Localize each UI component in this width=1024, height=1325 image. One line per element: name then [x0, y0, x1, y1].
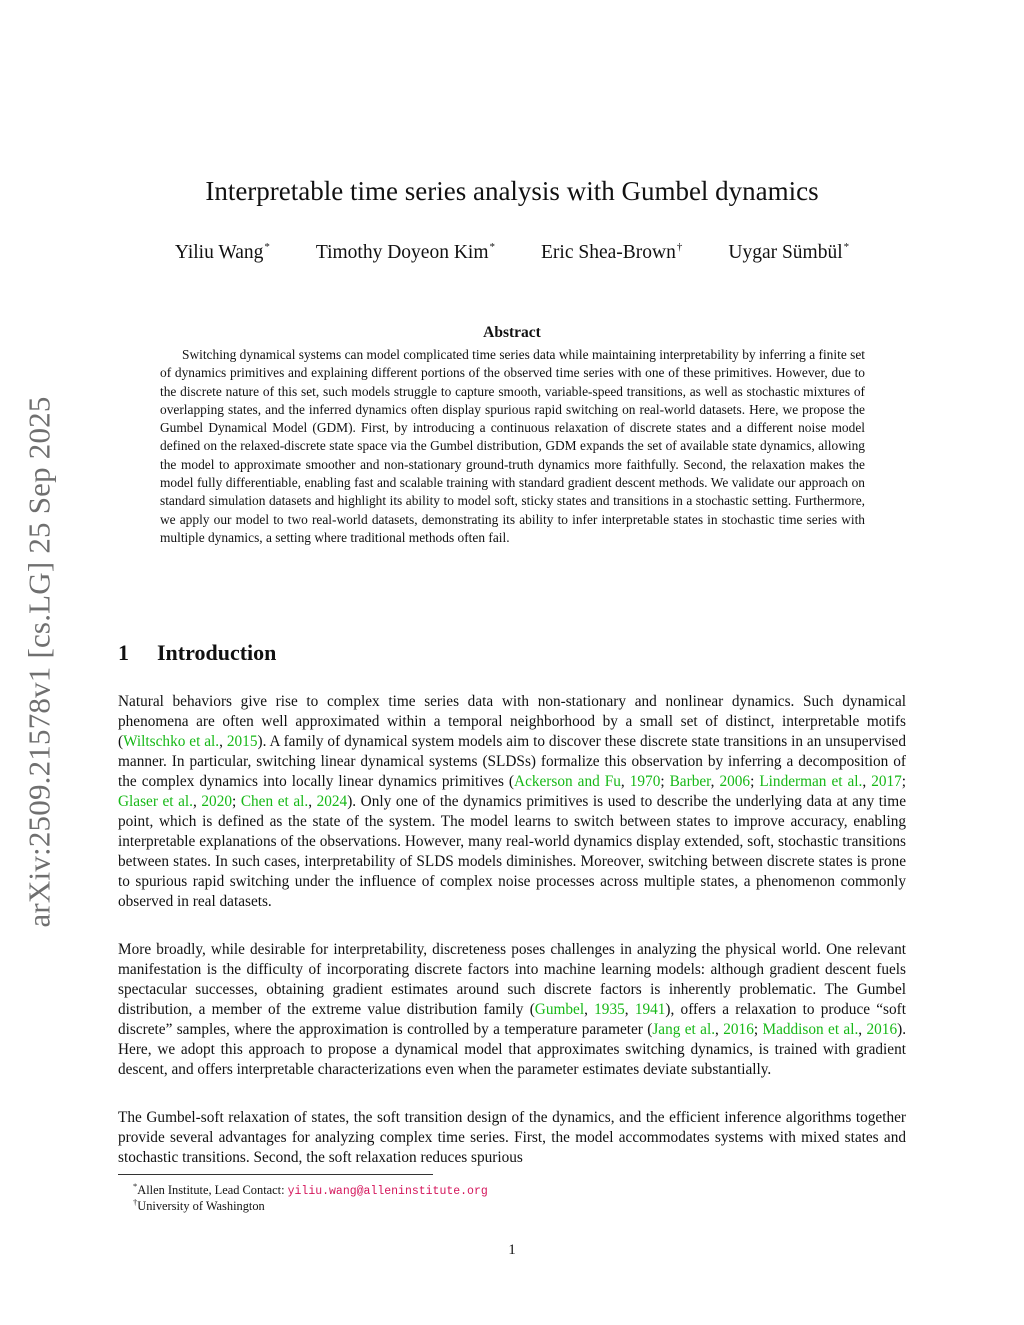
citation-link[interactable]: 1970	[629, 772, 661, 790]
citation-link[interactable]: Chen et al.	[240, 792, 309, 810]
author-2	[316, 241, 495, 264]
author-affiliation-mark: *	[843, 241, 850, 253]
citation-link[interactable]: Maddison et al.	[762, 1020, 859, 1038]
citation-separator: ;	[901, 772, 907, 790]
citation-link[interactable]: Glaser et al.	[118, 792, 193, 810]
section-number: 1	[118, 640, 129, 665]
author-1	[175, 241, 270, 264]
citation-separator: ,	[192, 792, 202, 810]
paragraph-text: ). Here, we adopt this approach to propose a dynamical model that approximates switching dynamics, is trained with gradient descent, and offers interpretable characterizations even when the parameter estimates deviate substantially.	[118, 1020, 907, 1078]
author-affiliation-mark: *	[489, 241, 496, 253]
citation-link[interactable]: 2015	[226, 732, 258, 750]
page-number: 1	[508, 1242, 516, 1258]
citation-link[interactable]: Barber	[669, 772, 711, 790]
citation-separator: ,	[862, 772, 872, 790]
paragraph-text: The Gumbel-soft relaxation of states, the soft transition design of the dynamics, and the efficient inference algorithms together provide several advantages for analyzing complex time series. First, the model accommodates systems with mixed states and stochastic transitions. Second, the soft relaxation reduces spurious	[118, 1109, 906, 1166]
citation-link[interactable]: Ackerson and Fu	[514, 772, 621, 790]
citation-separator: ,	[624, 1000, 635, 1018]
citation-separator: ;	[750, 772, 760, 790]
paragraph-text: ). Only one of the dynamics primitives is used to describe the underlying data at any time point, which is defined as the state of the system. The model learns to switch between states to improve accuracy, enabling interpretable explanations of the observations. However, many real-world dynamics display extended, soft, stochastic transitions between states. In such cases, interpretability of SLDS models diminishes. Moreover, switching between discrete states is prone to spurious rapid switching under the influence of complex noise processes across multiple states, a phenomenon commonly observed in real datasets.	[118, 792, 906, 910]
author-3	[541, 241, 682, 264]
citation-link[interactable]: Wiltschko et al.	[123, 732, 220, 750]
abstract-text: Switching dynamical systems can model complicated time series data while maintaining interpretability by inferring a finite set of dynamics primitives and explaining different portions of the observed time series with one of these primitives. However, due to the discrete nature of this set, such models struggle to capture smooth, variable-speed transitions, as well as stochastic mixtures of overlapping states, and the inferred dynamics often display spurious rapid switching on real-world datasets. Here, we propose the Gumbel Dynamical Model (GDM). First, by introducing a continuous relaxation of discrete states and a different noise model defined on the relaxed-discrete state space via the Gumbel distribution, GDM expands the set of available state dynamics, allowing the model to approximate smoother and non-stationary ground-truth dynamics more faithfully. Second, the relaxation makes the model fully differentiable, enabling fast and scalable training with standard gradient descent methods. We validate our approach on standard simulation datasets and highlight its ability to model soft, sticky states and transitions in a stochastic setting. Furthermore, we apply our model to two real-world datasets, demonstrating its ability to infer interpretable states in stochastic time series with multiple dynamics, a setting where traditional methods often fail.	[160, 347, 865, 545]
citation-link[interactable]: 2024	[316, 792, 348, 810]
citation-separator: ,	[715, 1020, 724, 1038]
author-affiliation-mark: †	[676, 241, 683, 253]
section-title: Introduction	[157, 640, 277, 665]
citation-separator: ;	[660, 772, 670, 790]
citation-link[interactable]: Jang et al.	[652, 1020, 716, 1038]
author-name: Uygar Sümbül	[728, 242, 843, 263]
author-name: Timothy Doyeon Kim	[315, 242, 489, 263]
citation-link[interactable]: 1935	[594, 1000, 625, 1018]
footnote-divider	[118, 1174, 433, 1175]
contact-email-link[interactable]: yiliu.wang@alleninstitute.org	[287, 1185, 488, 1198]
footnote-mark: *	[133, 1181, 138, 1191]
footnote-mark: †	[133, 1197, 138, 1207]
paragraph-text: ), offers a relaxation to produce “soft discrete” samples, where the approximation is controlled by a temperature parameter (	[118, 1000, 906, 1038]
intro-paragraph-1	[118, 692, 906, 911]
arxiv-identifier	[20, 372, 60, 952]
author-affiliation-mark: *	[264, 241, 270, 253]
citation-link[interactable]: Gumbel	[534, 1000, 585, 1018]
citation-separator: ,	[308, 792, 317, 810]
arxiv-identifier-text: arXiv:2509.21578v1 [cs.LG] 25 Sep 2025	[22, 396, 57, 928]
citation-link[interactable]: 1941	[634, 1000, 666, 1018]
citation-link[interactable]: 2017	[871, 772, 902, 790]
citation-separator: ,	[620, 772, 630, 790]
author-name: Eric Shea-Brown	[541, 242, 676, 263]
citation-separator: ,	[584, 1000, 595, 1018]
footnote-text: Allen Institute, Lead Contact:	[137, 1183, 288, 1197]
paragraph-text: Natural behaviors give rise to complex time series data with non-stationary and nonlinear dynamics. Such dynamical phenomena are often well approximated within a temporal neighborhood by a small set of distinct, interpretable motifs (	[118, 693, 906, 750]
citation-separator: ,	[219, 732, 227, 750]
intro-paragraph-2	[118, 940, 906, 1080]
paragraph-text: More broadly, while desirable for interpretability, discreteness poses challenges in analyzing the physical world. One relevant manifestation is the difficulty of incorporating discrete factors into machine learning models: although gradient descent fuels spectacular successes, obtaining gradient estimates around such discrete factors is inherently problematic. The Gumbel distribution, a member of the extreme value distribution family (	[118, 941, 906, 1018]
paragraph-text: ). A family of dynamical system models aim to discover these discrete state transitions in an unsupervised manner. In particular, switching linear dynamical systems (SLDSs) formalize this observation by inferring a decomposition of the complex dynamics into locally linear dynamics primitives (	[118, 732, 906, 790]
author-name: Yiliu Wang	[174, 242, 264, 263]
author-list	[0, 241, 1024, 264]
intro-paragraph-3	[118, 1108, 906, 1168]
footnote-text: University of Washington	[137, 1199, 265, 1213]
citation-separator: ,	[710, 772, 720, 790]
abstract-heading: Abstract	[483, 324, 541, 341]
citation-link[interactable]: 2016	[866, 1020, 898, 1038]
citation-separator: ;	[231, 792, 241, 810]
citation-link[interactable]: 2016	[723, 1020, 754, 1038]
author-4	[728, 241, 849, 264]
citation-link[interactable]: 2006	[719, 772, 751, 790]
citation-separator: ;	[753, 1020, 763, 1038]
citation-separator: ,	[858, 1020, 867, 1038]
footnote-2	[118, 1194, 265, 1214]
section-heading	[118, 640, 276, 666]
citation-link[interactable]: Linderman et al.	[759, 772, 863, 790]
citation-link[interactable]: 2020	[201, 792, 232, 810]
paper-title: Interpretable time series analysis with Gumbel dynamics	[205, 176, 819, 206]
